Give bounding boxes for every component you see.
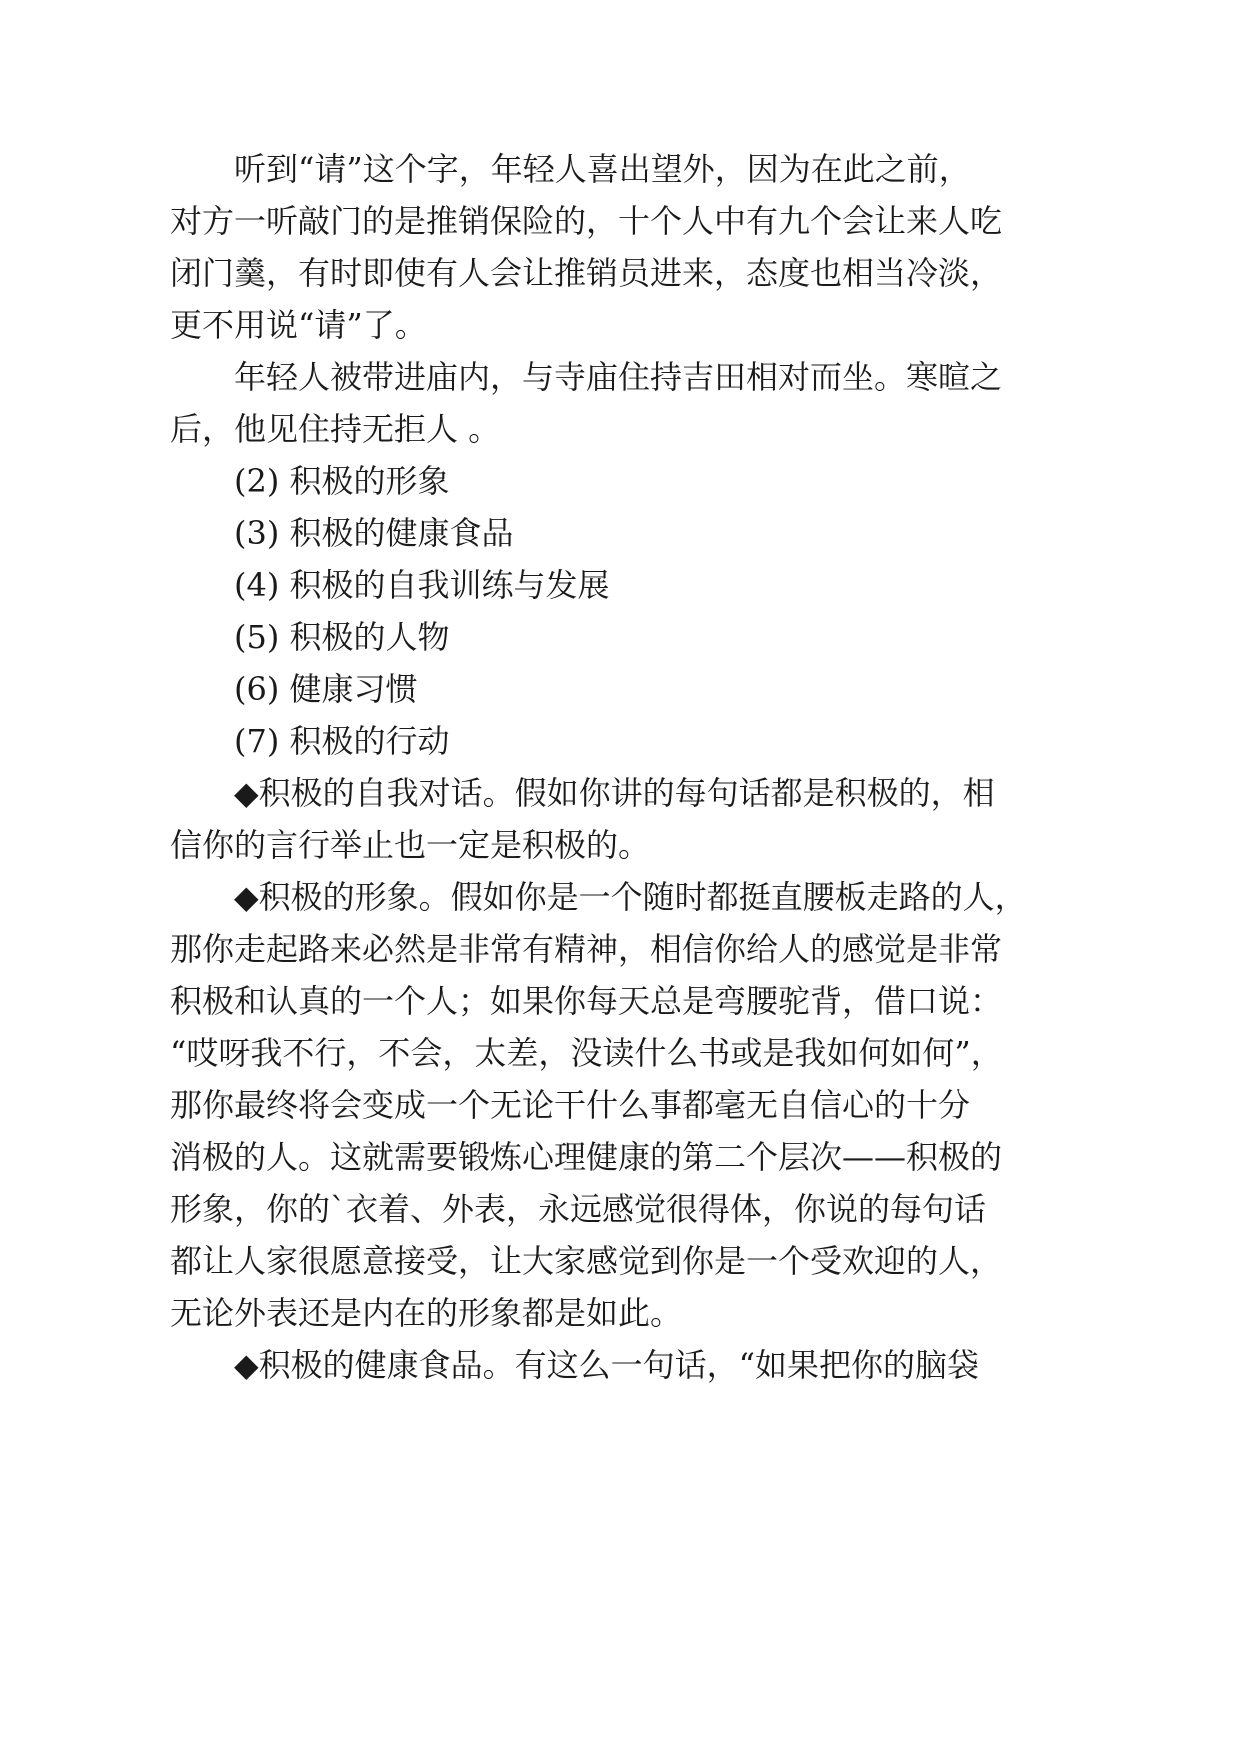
list-item: (6) 健康习惯 xyxy=(234,670,418,708)
body-line: 闭门羹，有时即使有人会让推销员进来，态度也相当冷淡， xyxy=(170,254,1003,292)
body-line: 无论外表还是内在的形象都是如此。 xyxy=(170,1294,683,1332)
list-item: (7) 积极的行动 xyxy=(234,722,450,760)
list-item: (3) 积极的健康食品 xyxy=(234,514,514,552)
list-item: (5) 积极的人物 xyxy=(234,618,450,656)
body-line: 形象，你的`衣着、外表，永远感觉很得体，你说的每句话 xyxy=(170,1190,987,1228)
body-line: 后，他见住持无拒人 。 xyxy=(170,410,501,448)
body-line: 信你的言行举止也一定是积极的。 xyxy=(170,826,651,864)
body-line: 积极和认真的一个人；如果你每天总是弯腰驼背，借口说： xyxy=(170,982,1003,1020)
body-line: ◆积极的健康食品。有这么一句话，“如果把你的脑袋 xyxy=(234,1346,979,1384)
body-line: 消极的人。这就需要锻炼心理健康的第二个层次——积极的 xyxy=(170,1138,1003,1176)
body-line: 那你最终将会变成一个无论干什么事都毫无自信心的十分 xyxy=(170,1086,971,1124)
list-item: (2) 积极的形象 xyxy=(234,462,450,500)
body-line: 对方一听敲门的是推销保险的，十个人中有九个会让来人吃 xyxy=(170,202,1003,240)
body-line: 听到“请”这个字，年轻人喜出望外，因为在此之前， xyxy=(234,150,971,188)
body-line: 更不用说“请”了。 xyxy=(170,306,427,344)
body-line: 都让人家很愿意接受，让大家感觉到你是一个受欢迎的人， xyxy=(170,1242,1003,1280)
body-line: ◆积极的形象。假如你是一个随时都挺直腰板走路的人， xyxy=(234,878,1027,916)
list-item: (4) 积极的自我训练与发展 xyxy=(234,566,610,604)
body-line: ◆积极的自我对话。假如你讲的每句话都是积极的，相 xyxy=(234,774,995,812)
body-line: “哎呀我不行，不会，太差，没读什么书或是我如何如何”， xyxy=(170,1034,1003,1072)
body-line: 那你走起路来必然是非常有精神，相信你给人的感觉是非常 xyxy=(170,930,1003,968)
body-line: 年轻人被带进庙内，与寺庙住持吉田相对而坐。寒暄之 xyxy=(234,358,1003,396)
